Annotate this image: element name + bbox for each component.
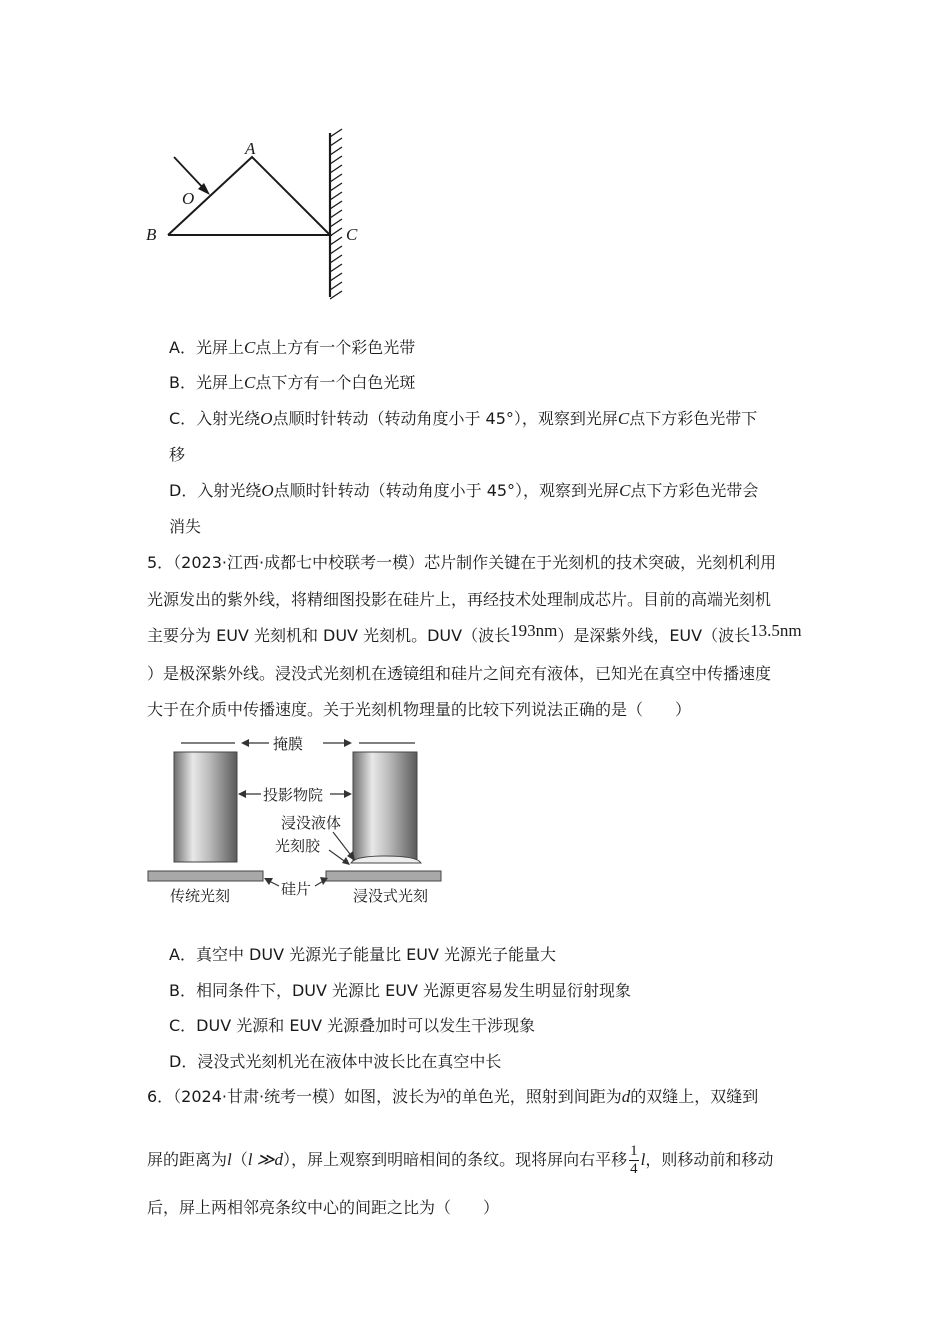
q4-option-d-cont: 消失 [169, 517, 202, 536]
q5-option-a[interactable]: A．真空中 DUV 光源光子能量比 EUV 光源光子能量大 [169, 945, 557, 964]
q4-option-a[interactable]: A．光屏上C点上方有一个彩色光带 [169, 338, 416, 357]
label-immersion-liquid: 浸没液体 [281, 814, 342, 832]
label-immersion: 浸没式光刻 [353, 887, 429, 905]
q4-option-b[interactable]: B．光屏上C点下方有一个白色光斑 [169, 373, 416, 392]
q5-option-d[interactable]: D．浸没式光刻机光在液体中波长比在真空中长 [169, 1052, 502, 1071]
label-o: O [182, 189, 195, 208]
label-a: A [245, 139, 256, 158]
label-projection: 投影物院 [263, 786, 324, 804]
q5-stem-line-4: ）是极深紫外线。浸没式光刻机在透镜组和硅片之间充有液体，已知光在真空中传播速度 [147, 664, 772, 683]
q5-stem-line-5: 大于在介质中传播速度。关于光刻机物理量的比较下列说法正确的是（ ） [147, 700, 692, 719]
lithography-figure [145, 732, 445, 912]
label-mask: 掩膜 [273, 735, 304, 753]
q4-option-d[interactable]: D．入射光绕O点顺时针转动（转动角度小于 45°），观察到光屏C点下方彩色光带会 [169, 481, 759, 500]
euv-wavelength: 13.5nm [750, 621, 802, 640]
q6-stem-line-1: 6．（2024·甘肃·统考一模）如图，波长为$^\lambda$的单色光，照射到间距为d的双缝上，双缝到 [147, 1086, 759, 1106]
l-symbol: l [227, 1150, 232, 1169]
q5-option-c[interactable]: C．DUV 光源和 EUV 光源叠加时可以发生干涉现象 [169, 1016, 536, 1035]
q5-option-b[interactable]: B．相同条件下，DUV 光源比 EUV 光源更容易发生明显衍射现象 [169, 981, 631, 1000]
prism-figure [140, 125, 370, 305]
duv-wavelength: 193nm [510, 621, 558, 640]
label-traditional: 传统光刻 [170, 887, 231, 905]
lambda-symbol: λ [440, 1086, 446, 1101]
condition: l ≫d [247, 1150, 284, 1169]
q5-stem-line-2: 光源发出的紫外线，将精细图投影在硅片上，再经技术处理制成芯片。目前的高端光刻机 [147, 590, 772, 609]
q5-stem-line-3: 主要分为 EUV 光刻机和 DUV 光刻机。DUV（波长193nm）是深紫外线，EUV（波长13.5nm [147, 621, 802, 645]
label-photoresist: 光刻胶 [275, 837, 321, 855]
q6-stem-line-2: 屏的距离为l（l ≫d），屏上观察到明暗相间的条纹。现将屏向右平移 $\frac{1}{4}$ l，则移动前和移动 [147, 1143, 774, 1177]
label-b: B [146, 225, 157, 244]
q6-stem-line-3: 后，屏上两相邻亮条纹中心的间距之比为（ ） [147, 1198, 500, 1217]
label-wafer: 硅片 [281, 880, 312, 898]
fraction-quarter: $\frac{1}{4}$ [630, 1143, 638, 1177]
q5-stem-line-1: 5．（2023·江西·成都七中校联考一模）芯片制作关键在于光刻机的技术突破，光刻机利用 [147, 553, 777, 572]
d-symbol: d [621, 1087, 631, 1106]
label-c: C [346, 225, 358, 244]
q4-option-c[interactable]: C．入射光绕O点顺时针转动（转动角度小于 45°），观察到光屏C点下方彩色光带下 [169, 409, 758, 428]
q4-option-c-cont: 移 [169, 445, 186, 464]
